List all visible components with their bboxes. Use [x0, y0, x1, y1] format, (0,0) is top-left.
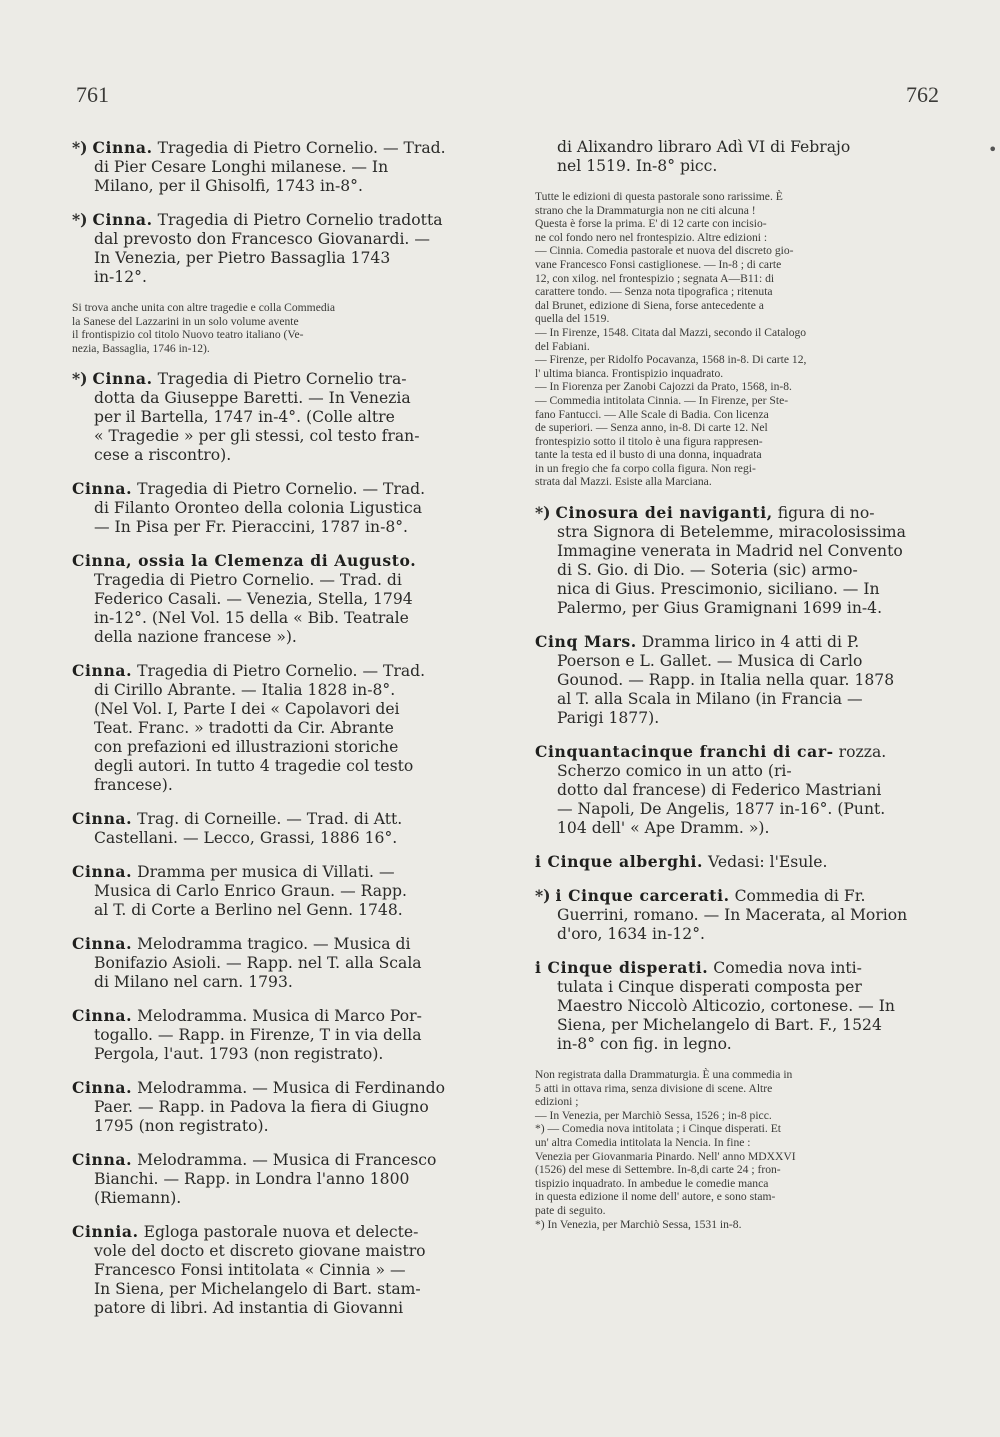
catalog-entry [535, 503, 947, 618]
entry-headword: Cinosura dei naviganti, [555, 503, 773, 523]
entry-line: Tragedia di Pietro Cornelio. — Trad. [137, 662, 426, 681]
catalog-entry [72, 1078, 482, 1136]
entry-headword: i Cinque alberghi. [535, 852, 704, 872]
entry-headword: i Cinque carcerati. [555, 886, 730, 906]
page-number-right: 762 [906, 82, 939, 107]
entry-marker: *) [535, 886, 551, 906]
entry-headword: Cinna. [92, 210, 153, 229]
note-line: — In Firenze, 1548. Citata dal Mazzi, secondo il Catalogo [535, 325, 807, 339]
entry-marker: *) [72, 369, 88, 389]
entry-line: Paer. — Rapp. in Padova la fiera di Giugno [94, 1098, 429, 1117]
note-line: la Sanese del Lazzarini in un solo volume avente [72, 314, 299, 328]
note-line: edizioni ; [535, 1095, 579, 1109]
note-line: pate di seguito. [535, 1204, 606, 1217]
catalog-entry [72, 809, 482, 848]
entry-line: Tragedia di Pietro Cornelio. — Trad. [157, 139, 446, 157]
entry-line: Siena, per Michelangelo di Bart. F., 1524 [557, 1016, 882, 1035]
catalog-entry [72, 934, 482, 992]
continuation-text [535, 138, 947, 176]
entry-line: in-8° con fig. in legno. [557, 1035, 732, 1054]
entry-line: (Riemann). [94, 1189, 182, 1208]
margin-mark: • [988, 140, 998, 159]
note-line: nel 1519. In-8° picc. [557, 157, 718, 175]
note-line: vane Francesco Fonsi castiglionese. — In-8 ; di carte [535, 257, 782, 271]
entry-line: « Tragedie » per gli stessi, col testo fran- [94, 427, 420, 446]
entry-line: Musica di Carlo Enrico Graun. — Rapp. [94, 882, 407, 901]
note-line: 5 atti in ottava rima, senza divisione di scene. Altre [535, 1081, 773, 1095]
note-line: il frontispizio col titolo Nuovo teatro italiano (Ve- [72, 328, 304, 342]
entry-marker: *) [72, 138, 88, 157]
catalog-entry [535, 852, 947, 872]
entry-line: In Venezia, per Pietro Bassaglia 1743 [94, 249, 391, 267]
entry-line: togallo. — Rapp. in Firenze, T in via della [94, 1026, 422, 1045]
entry-line: Tragedia di Pietro Cornelio tradotta [157, 211, 443, 229]
entry-headword: Cinna. [72, 661, 133, 681]
entry-line: Egloga pastorale nuova et delecte- [143, 1223, 419, 1242]
entry-line: al T. alla Scala in Milano (in Francia — [557, 690, 863, 709]
entry-line: Palermo, per Gius Gramignani 1699 in-4. [557, 599, 883, 618]
entry-line: 104 dell' « Ape Dramm. »). [557, 819, 770, 838]
entry-headword: Cinna. [72, 934, 133, 954]
entry-line: Dramma per musica di Villati. — [137, 863, 395, 882]
note-line: — Firenze, per Ridolfo Pocavanza, 1568 in-8. Di carte 12, [535, 353, 807, 367]
entry-line: Tragedia di Pietro Cornelio tra- [157, 370, 407, 389]
note-line: dal Brunet, edizione di Siena, forse antecedente a [535, 298, 764, 312]
entry-line: Maestro Niccolò Alticozio, cortonese. — In [557, 997, 895, 1016]
entry-line: Vedasi: l'Esule. [708, 853, 828, 872]
note-line: tispizio inquadrato. In ambedue le comedie manca [535, 1176, 769, 1190]
right-column [535, 138, 947, 1245]
note-line: frontespizio sotto il titolo è una figura rappresen- [535, 434, 763, 448]
entry-line: di Cirillo Abrante. — Italia 1828 in-8°. [94, 681, 396, 700]
entry-line: di Filanto Oronteo della colonia Ligustica [94, 499, 423, 518]
note-left [72, 301, 482, 355]
note-line: quella del 1519. [535, 312, 610, 326]
entry-headword: Cinnia. [72, 1222, 139, 1242]
entry-line: Francesco Fonsi intitolata « Cinnia » — [94, 1261, 406, 1280]
entry-line: Milano, per il Ghisolfi, 1743 in-8°. [94, 177, 363, 195]
catalog-entry [72, 551, 482, 647]
entry-line: con prefazioni ed illustrazioni storiche [94, 738, 399, 757]
entry-line: vole del docto et discreto giovane maistro [94, 1242, 426, 1261]
note-line: *) — Comedia nova intitolata ; i Cinque disperati. Et [535, 1122, 781, 1136]
entry-headword: Cinna. [72, 479, 133, 499]
note-line: de superiori. — Senza anno, in-8. Di carte 12. Nel [535, 421, 768, 435]
entry-headword: Cinna. [92, 138, 153, 157]
entry-line: Melodramma. — Musica di Ferdinando [137, 1079, 446, 1098]
entry-line: Tragedia di Pietro Cornelio. — Trad. di [94, 571, 402, 590]
note-line: — Commedia intitolata Cinnia. — In Firenze, per Ste- [535, 393, 789, 407]
entry-headword: Cinna. [72, 1078, 133, 1098]
entry-line: in-12°. [94, 268, 147, 286]
note-line: in questa edizione il nome dell' autore, e sono stam- [535, 1190, 776, 1204]
note-line: strata dal Mazzi. Esiste alla Marciana. [535, 475, 712, 489]
note-line: un' altra Comedia intitolata la Nencia. In fine : [535, 1136, 751, 1150]
catalog-entry [535, 886, 947, 944]
entry-line: in-12°. (Nel Vol. 15 della « Bib. Teatrale [94, 609, 409, 628]
entry-line: patore di libri. Ad instantia di Giovanni [94, 1299, 404, 1318]
catalog-entry [72, 1150, 482, 1208]
entry-headword: Cinq Mars. [535, 632, 637, 652]
note-line: (1526) del mese di Settembre. In-8,di carte 24 ; fron- [535, 1163, 781, 1177]
entry-line: Gounod. — Rapp. in Italia nella quar. 1878 [557, 671, 895, 690]
entry-line: stra Signora di Betelemme, miracolosissima [557, 523, 906, 542]
note-line: — In Fiorenza per Zanobi Cajozzi da Prato, 1568, in-8. [535, 380, 792, 394]
note-line: Si trova anche unita con altre tragedie e colla Commedia [72, 301, 336, 314]
entry-headword: Cinna. [72, 1006, 133, 1026]
entry-line: Dramma lirico in 4 atti di P. [641, 633, 860, 652]
entry-line: francese). [94, 776, 173, 795]
entry-line: Melodramma. Musica di Marco Por- [137, 1007, 422, 1026]
entry-line: Teat. Franc. » tradotti da Cir. Abrante [94, 719, 394, 738]
note-right-2 [535, 1068, 947, 1231]
entry-line: Bonifazio Asioli. — Rapp. nel T. alla Scala [94, 954, 422, 973]
note-line: del Fabiani. [535, 339, 590, 353]
left-column [72, 138, 482, 1332]
entry-line: al T. di Corte a Berlino nel Genn. 1748. [94, 901, 403, 920]
entry-line: Trag. di Corneille. — Trad. di Att. [137, 810, 403, 829]
entry-line: degli autori. In tutto 4 tragedie col testo [94, 757, 414, 776]
entry-headword: Cinna. [72, 1150, 133, 1170]
entry-line: Pergola, l'aut. 1793 (non registrato). [94, 1045, 384, 1064]
entry-line: Melodramma tragico. — Musica di [137, 935, 411, 954]
entry-line: Tragedia di Pietro Cornelio. — Trad. [137, 480, 426, 499]
note-line: fano Fantucci. — Alle Scale di Badia. Con licenza [535, 407, 769, 421]
note-line: Venezia per Giovanmaria Pinardo. Nell' anno MDXXVI [535, 1149, 796, 1163]
entry-line: Castellani. — Lecco, Grassi, 1886 16°. [94, 829, 398, 848]
catalog-entry [72, 138, 482, 196]
entry-line: Guerrini, romano. — In Macerata, al Morion [557, 906, 908, 925]
note-right-1 [535, 190, 947, 489]
entry-line: cese a riscontro). [94, 446, 232, 465]
entry-line: figura di no- [777, 504, 875, 523]
page-number-left: 761 [76, 82, 109, 107]
entry-headword: Cinna. [72, 862, 133, 882]
entry-line: tulata i Cinque disperati composta per [557, 978, 862, 997]
catalog-entry [72, 210, 482, 287]
catalog-entry [535, 632, 947, 728]
note-line: — In Venezia, per Marchiò Sessa, 1526 ; in-8 picc. [535, 1108, 772, 1122]
note-line: l' ultima bianca. Frontispizio inquadrato. [535, 366, 724, 380]
catalog-entry [72, 369, 482, 465]
note-line: tante la testa ed il busto di una donna, inquadrata [535, 448, 762, 462]
entry-line: Federico Casali. — Venezia, Stella, 1794 [94, 590, 413, 609]
entry-line: — Napoli, De Angelis, 1877 in-16°. (Punt. [557, 800, 886, 819]
entry-line: per il Bartella, 1747 in-4°. (Colle altre [94, 408, 395, 427]
note-line: di Alixandro libraro Adì VI di Febrajo [557, 138, 851, 156]
note-line: carattere tondo. — Senza nota tipografica ; ritenuta [535, 285, 773, 299]
entry-line: dotto dal francese) di Federico Mastriani [557, 781, 882, 800]
note-line: strano che la Drammaturgia non ne citi alcuna ! [535, 203, 756, 217]
entry-headword: i Cinque disperati. [535, 958, 709, 978]
entry-headword: Cinna. [92, 369, 153, 389]
note-line: ne col fondo nero nel frontespizio. Altre edizioni : [535, 230, 768, 244]
entry-line: di Pier Cesare Longhi milanese. — In [94, 158, 389, 176]
catalog-entry [72, 1006, 482, 1064]
entry-line: rozza. Scherzo comico in un atto (ri- [557, 743, 887, 781]
entry-line: della nazione francese »). [94, 628, 297, 647]
entry-line: (Nel Vol. I, Parte I dei « Capolavori dei [94, 700, 400, 719]
entry-line: 1795 (non registrato). [94, 1117, 269, 1136]
catalog-entry [72, 479, 482, 537]
entry-line: Parigi 1877). [557, 709, 660, 728]
entry-line: nica di Gius. Prescimonio, siciliano. — In [557, 580, 880, 599]
catalog-entry [72, 661, 482, 795]
note-line: — Cinnia. Comedia pastorale et nuova del discreto gio- [535, 244, 794, 258]
catalog-entry [535, 742, 947, 838]
note-line: nezia, Bassaglia, 1746 in-12). [72, 341, 210, 355]
entry-line: di Milano nel carn. 1793. [94, 973, 293, 992]
note-line: Tutte le edizioni di questa pastorale sono rarissime. È [535, 190, 783, 203]
entry-headword: Cinna, ossia la Clemenza di Augusto. [72, 551, 417, 571]
entry-line: — In Pisa per Fr. Pieraccini, 1787 in-8°. [94, 518, 409, 537]
entry-headword: Cinna. [72, 809, 133, 829]
entry-line: Bianchi. — Rapp. in Londra l'anno 1800 [94, 1170, 410, 1189]
entry-line: In Siena, per Michelangelo di Bart. stam- [94, 1280, 421, 1299]
entry-marker: *) [535, 503, 551, 523]
note-line: *) In Venezia, per Marchiò Sessa, 1531 in-8. [535, 1217, 742, 1231]
entry-line: Poerson e L. Gallet. — Musica di Carlo [557, 652, 863, 671]
entry-line: Immagine venerata in Madrid nel Convento [557, 542, 903, 561]
entry-line: Comedia nova inti- [713, 959, 862, 978]
entry-line: dotta da Giuseppe Baretti. — In Venezia [94, 389, 411, 408]
catalog-entry [72, 862, 482, 920]
note-line: 12, con xilog. nel frontespizio ; segnata A—B11: di [535, 271, 775, 285]
catalog-entry [72, 1222, 482, 1318]
entry-line: d'oro, 1634 in-12°. [557, 925, 705, 944]
entry-line: Commedia di Fr. [734, 887, 866, 906]
note-line: Questa è forse la prima. E' di 12 carte con incisio- [535, 217, 767, 231]
entry-line: di S. Gio. di Dio. — Soteria (sic) armo- [557, 561, 858, 580]
note-line: in un fregio che fa corpo colla figura. Non regi- [535, 461, 756, 475]
entry-line: dal prevosto don Francesco Giovanardi. — [94, 230, 430, 248]
entry-marker: *) [72, 210, 88, 229]
catalog-entry [535, 958, 947, 1054]
entry-line: Melodramma. — Musica di Francesco [137, 1151, 437, 1170]
note-line: Non registrata dalla Drammaturgia. È una commedia in [535, 1068, 793, 1082]
entry-headword: Cinquantacinque franchi di car- [535, 742, 834, 762]
